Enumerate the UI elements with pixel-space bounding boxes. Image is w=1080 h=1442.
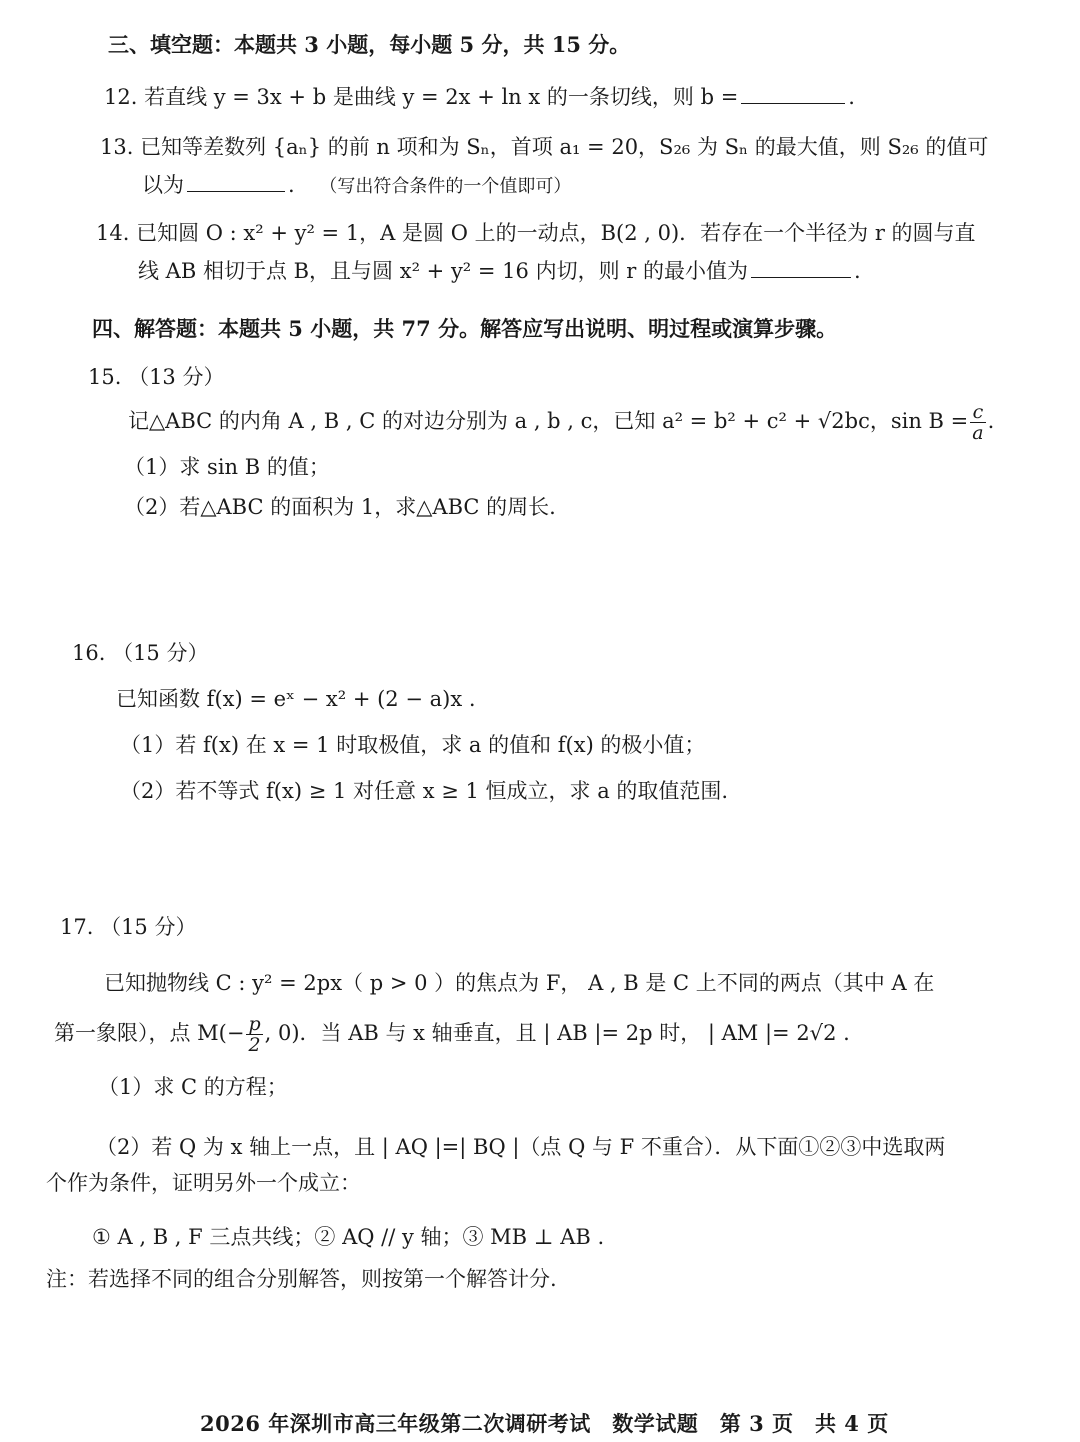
question-16-part2: （2）若不等式 f(x) ≥ 1 对任意 x ≥ 1 恒成立，求 a 的取值范围. — [120, 779, 729, 803]
question-17-part2-line2: 个作为条件，证明另外一个成立： — [46, 1171, 361, 1195]
question-17-part1: （1）求 C 的方程； — [98, 1075, 288, 1099]
section4-heading: 四、解答题：本题共 5 小题，共 77 分。解答应写出说明、明过程或演算步骤。 — [92, 316, 838, 341]
page-footer: 2026 年深圳市高三年级第二次调研考试 数学试题 第 3 页 共 4 页 — [200, 1411, 889, 1436]
question-17-fraction-denominator: 2 — [248, 1034, 261, 1056]
question-13-line1: 13. 已知等差数列 {aₙ} 的前 n 项和为 Sₙ，首项 a₁ = 20，S₂₆ 为 Sₙ 的最大值，则 S₂₆ 的值可 — [100, 135, 989, 159]
question-17-conditions: ① A , B , F 三点共线；② AQ // y 轴；③ MB ⊥ AB . — [92, 1225, 605, 1249]
question-17-stem-line2 — [54, 1012, 850, 1055]
question-17-fraction-numerator: p — [248, 1013, 261, 1035]
question-13-line2-start: 以为 — [142, 173, 184, 197]
question-14-line1: 14. 已知圆 O : x² + y² = 1，A 是圆 O 上的一动点，B(2 , 0)．若存在一个半径为 r 的圆与直 — [96, 221, 976, 245]
question-15-fraction-denominator: a — [972, 422, 984, 444]
question-12-end: . — [848, 85, 855, 109]
question-17-stem-line2-end: , 0)．当 AB 与 x 轴垂直，且 | AB |= 2p 时， | AM |= 2√2 . — [264, 1021, 850, 1045]
question-17-stem-line1: 已知抛物线 C : y² = 2px（ p > 0 ）的焦点为 F， A , B 是 C 上不同的两点（其中 A 在 — [104, 971, 935, 995]
question-12-answer-blank[interactable] — [741, 83, 845, 104]
question-15-stem-text: 记△ABC 的内角 A , B , C 的对边分别为 a , b , c，已知 a² = b² + c² + √2bc，sin B = — [128, 409, 969, 433]
question-14-line2 — [138, 256, 861, 286]
question-17-title: 17. （15 分） — [60, 915, 197, 939]
question-14-line2-text: 线 AB 相切于点 B，且与圆 x² + y² = 16 内切，则 r 的最小值为 — [138, 259, 748, 283]
question-12 — [104, 82, 855, 112]
question-13-note: （写出符合条件的一个值即可） — [319, 176, 572, 197]
question-16-stem: 已知函数 f(x) = eˣ − x² + (2 − a)x . — [116, 687, 476, 711]
question-15-fraction — [970, 402, 985, 443]
question-13-answer-blank[interactable] — [187, 171, 285, 192]
question-17-part2-line1: （2）若 Q 为 x 轴上一点，且 | AQ |=| BQ |（点 Q 与 F 不重合）．从下面①②③中选取两 — [96, 1135, 946, 1159]
question-15-title: 15. （13 分） — [88, 365, 225, 389]
question-16-title: 16. （15 分） — [72, 641, 209, 665]
question-15-part2: （2）若△ABC 的面积为 1，求△ABC 的周长. — [124, 495, 556, 519]
question-14-end: . — [853, 259, 861, 283]
section3-heading: 三、填空题：本题共 3 小题，每小题 5 分，共 15 分。 — [108, 32, 631, 57]
question-15-fraction-numerator: c — [970, 402, 985, 423]
question-17-fraction — [246, 1014, 262, 1055]
question-13-line2-end: . — [288, 173, 295, 197]
question-17-note: 注：若选择不同的组合分别解答，则按第一个解答计分. — [46, 1267, 557, 1291]
question-12-text: 12. 若直线 y = 3x + b 是曲线 y = 2x + ln x 的一条切线，则 b = — [104, 85, 739, 109]
question-15-part1: （1）求 sin B 的值； — [124, 455, 330, 479]
question-15-stem-end: . — [987, 409, 995, 433]
question-13-line2 — [142, 170, 571, 202]
question-17-stem-line2-start: 第一象限），点 M(− — [54, 1021, 245, 1045]
question-16-part1: （1）若 f(x) 在 x = 1 时取极值，求 a 的值和 f(x) 的极小值； — [120, 733, 706, 757]
question-14-answer-blank[interactable] — [751, 257, 851, 278]
question-15-stem — [128, 402, 994, 443]
